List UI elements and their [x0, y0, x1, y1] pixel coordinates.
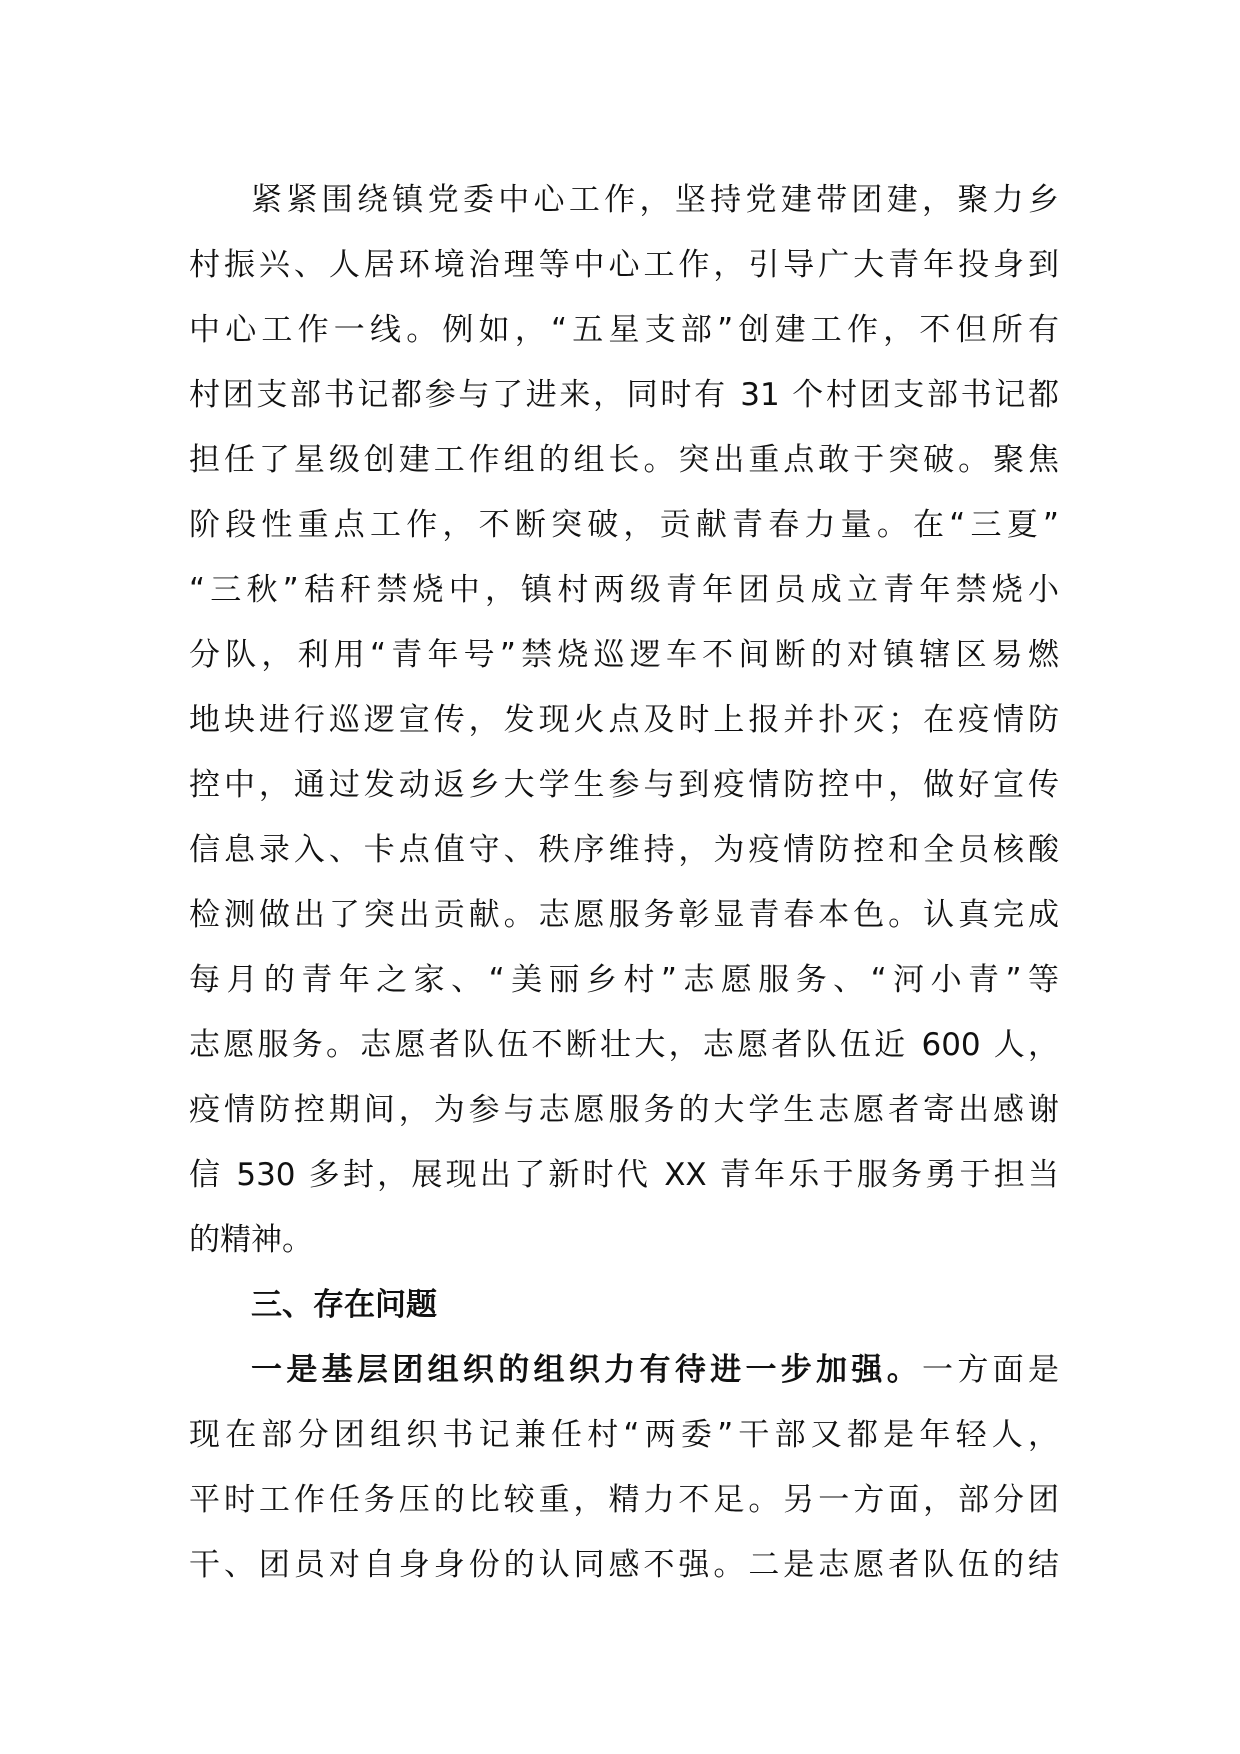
text-line: 信息录入、卡点值守、秩序维持，为疫情防控和全员核酸 — [189, 832, 1059, 868]
text-line: 检测做出了突出贡献。志愿服务彰显青春本色。认真完成 — [189, 897, 1059, 933]
paragraph-achievements — [189, 168, 1059, 1273]
text-line: 分队，利用“青年号”禁烧巡逻车不间断的对镇辖区易燃 — [189, 637, 1059, 673]
text-line: 地块进行巡逻宣传，发现火点及时上报并扑灭；在疫情防 — [189, 702, 1059, 738]
text-line: 村团支部书记都参与了进来，同时有 31 个村团支部书记都 — [189, 377, 1059, 413]
text-line: 控中，通过发动返乡大学生参与到疫情防控中，做好宣传 — [189, 767, 1059, 803]
text-line: 疫情防控期间，为参与志愿服务的大学生志愿者寄出感谢 — [189, 1092, 1059, 1128]
text-line: 担任了星级创建工作组的组长。突出重点敢于突破。聚焦 — [189, 442, 1059, 478]
text-line: 阶段性重点工作，不断突破，贡献青春力量。在“三夏” — [189, 507, 1059, 543]
text-line: 紧紧围绕镇党委中心工作，坚持党建带团建，聚力乡 — [251, 182, 1059, 218]
text-line: 干、团员对自身身份的认同感不强。二是志愿者队伍的结 — [189, 1547, 1059, 1583]
text-line: 平时工作任务压的比较重，精力不足。另一方面，部分团 — [189, 1482, 1059, 1518]
document-body — [189, 168, 1059, 1598]
bold-lead-text: 一是基层团组织的组织力有待进一步加强。 — [251, 1352, 923, 1388]
text-line: 村振兴、人居环境治理等中心工作，引导广大青年投身到 — [189, 247, 1059, 283]
text-line: 中心工作一线。例如，“五星支部”创建工作，不但所有 — [189, 312, 1059, 348]
paragraph-problems — [189, 1338, 1059, 1598]
text-line: “三秋”秸秆禁烧中，镇村两级青年团员成立青年禁烧小 — [189, 572, 1059, 608]
text-line: 每月的青年之家、“美丽乡村”志愿服务、“河小青”等 — [189, 962, 1059, 998]
text-line: 现在部分团组织书记兼任村“两委”干部又都是年轻人， — [189, 1417, 1059, 1453]
text-line: 信 530 多封，展现出了新时代 XX 青年乐于服务勇于担当 — [189, 1157, 1059, 1193]
lead-line-rest: 一方面是 — [922, 1352, 1060, 1388]
text-line — [189, 1338, 1059, 1403]
text-line: 志愿服务。志愿者队伍不断壮大，志愿者队伍近 600 人， — [189, 1027, 1059, 1063]
section-heading: 三、存在问题 — [251, 1287, 437, 1323]
text-line: 的精神。 — [189, 1222, 313, 1258]
